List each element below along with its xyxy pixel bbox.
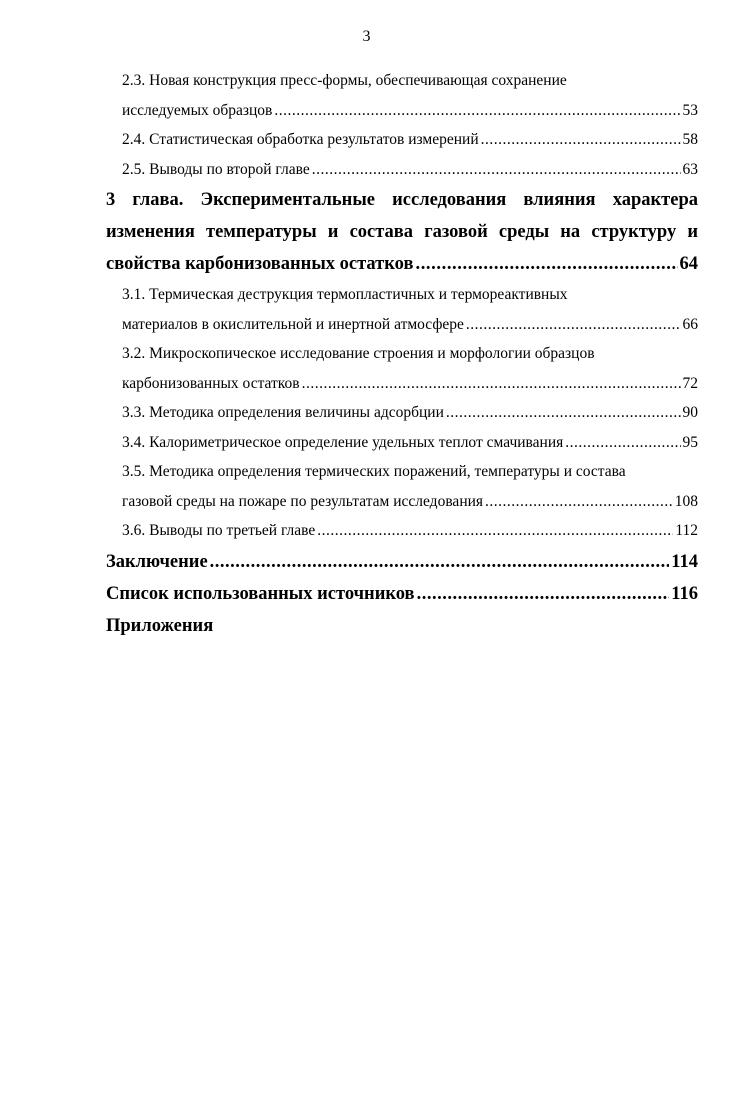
toc-page-number: 112 bbox=[675, 522, 698, 539]
toc-entry-row bbox=[122, 155, 698, 185]
toc-entry-title: 3.2. Микроскопическое исследование строения и морфологии образцов bbox=[122, 345, 595, 362]
dot-leader bbox=[481, 125, 681, 155]
toc-chapter-title-end: свойства карбонизованных остатков bbox=[106, 254, 414, 274]
toc-entry-row bbox=[106, 578, 698, 610]
toc-entry-row bbox=[122, 125, 698, 155]
dot-leader bbox=[302, 369, 681, 399]
dot-leader bbox=[317, 516, 673, 546]
toc-entry-title: Заключение bbox=[106, 551, 208, 572]
toc-entry-references bbox=[106, 578, 698, 610]
toc-entry-title-cont: карбонизованных остатков bbox=[122, 374, 300, 392]
toc-entry-title: 2.5. Выводы по второй главе bbox=[122, 160, 310, 178]
toc-entry-title: Список использованных источников bbox=[106, 583, 415, 604]
toc-entry-row bbox=[122, 516, 698, 546]
dot-leader bbox=[274, 96, 680, 126]
toc-entry-title: 2.4. Статистическая обработка результатов измерений bbox=[122, 131, 479, 148]
toc-entry-row bbox=[122, 369, 698, 399]
toc-page-number: 116 bbox=[671, 583, 698, 604]
toc-entry-title: 3.5. Методика определения термических поражений, температуры и состава bbox=[122, 463, 626, 480]
toc-page-number: 114 bbox=[671, 551, 698, 572]
toc-entry-2-5 bbox=[122, 155, 698, 185]
toc-entry-3-6 bbox=[122, 516, 698, 546]
toc-entry-title-cont: исследуемых образцов bbox=[122, 101, 273, 119]
dot-leader bbox=[312, 155, 681, 185]
toc-page-number: 95 bbox=[682, 433, 698, 451]
toc-entry-3-5 bbox=[122, 457, 698, 516]
toc-entry-appendices bbox=[106, 610, 698, 642]
toc-entry-title: 3.1. Термическая деструкция термопластичных и термореактивных bbox=[122, 286, 568, 303]
toc-page-number: 58 bbox=[682, 131, 698, 148]
toc-entry-2-3 bbox=[122, 66, 698, 125]
toc-entry-3-4 bbox=[122, 428, 698, 458]
toc-page-number: 72 bbox=[682, 374, 698, 392]
toc-entry-title: 3.6. Выводы по третьей главе bbox=[122, 522, 316, 539]
toc-entry-title: 3.3. Методика определения величины адсорбции bbox=[122, 404, 444, 421]
dot-leader bbox=[415, 248, 677, 280]
toc-chapter-title-cont: изменения температуры и состава газовой среды на структуру и bbox=[106, 222, 698, 242]
toc-entry-title: Приложения bbox=[106, 615, 214, 636]
toc-page-number: 108 bbox=[674, 492, 698, 510]
toc-entry-conclusion bbox=[106, 546, 698, 578]
toc-entry-row bbox=[106, 248, 698, 280]
table-of-contents bbox=[106, 66, 698, 642]
toc-entry-2-4 bbox=[122, 125, 698, 155]
toc-entry-title-cont: газовой среды на пожаре по результатам исследования bbox=[122, 492, 484, 510]
toc-chapter-title: 3 глава. Экспериментальные исследования влияния характера bbox=[106, 190, 698, 210]
dot-leader bbox=[417, 578, 670, 610]
toc-page-number: 64 bbox=[679, 254, 698, 274]
dot-leader bbox=[446, 398, 681, 428]
toc-entry-title: 3.4. Калориметрическое определение удельных теплот смачивания bbox=[122, 433, 564, 451]
toc-entry-title: 2.3. Новая конструкция пресс-формы, обеспечивающая сохранение bbox=[122, 72, 567, 89]
toc-entry-row bbox=[122, 487, 698, 517]
toc-entry-row bbox=[106, 546, 698, 578]
page-number: 3 bbox=[362, 28, 371, 45]
dot-leader bbox=[565, 428, 680, 458]
toc-page-number: 90 bbox=[682, 404, 698, 421]
toc-page-number: 63 bbox=[682, 160, 698, 178]
dot-leader bbox=[485, 487, 673, 517]
dot-leader bbox=[210, 546, 670, 578]
toc-chapter-3 bbox=[106, 184, 698, 280]
dot-leader bbox=[466, 310, 681, 340]
toc-entry-3-1 bbox=[122, 280, 698, 339]
toc-entry-3-2 bbox=[122, 339, 698, 398]
toc-entry-title-cont: материалов в окислительной и инертной атмосфере bbox=[122, 315, 464, 333]
toc-entry-row bbox=[122, 398, 698, 428]
toc-page-number: 66 bbox=[682, 315, 698, 333]
toc-entry-row bbox=[122, 310, 698, 340]
toc-entry-3-3 bbox=[122, 398, 698, 428]
toc-entry-row bbox=[122, 96, 698, 126]
toc-entry-row bbox=[122, 428, 698, 458]
toc-page-number: 53 bbox=[682, 101, 698, 119]
